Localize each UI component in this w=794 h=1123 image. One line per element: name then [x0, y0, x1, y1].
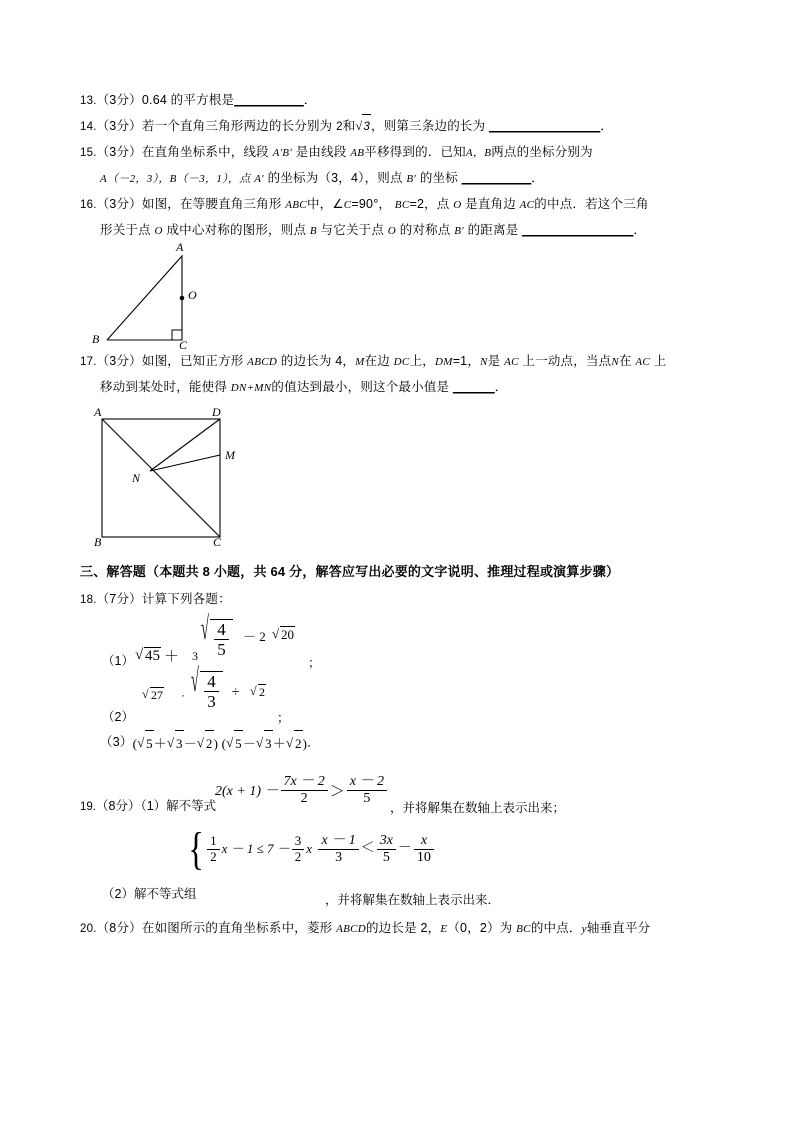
question-16-text-k: 的距离是 [467, 223, 519, 237]
triangle-label-b: B [92, 332, 100, 346]
square-label-c: C [213, 535, 222, 549]
question-17-text-a: 如图，已知正方形 [141, 354, 244, 368]
square-abcd-svg [80, 405, 340, 555]
triangle-abc-svg [80, 244, 340, 349]
question-16-number: 16 [80, 199, 94, 211]
question-14-marks: （3分） [96, 119, 142, 133]
inequality-row-2: $\frac{x - 1}{3}$ ＜ $\frac{3x}{5}$ － $\frac{x}{10}$ [316, 831, 435, 867]
sqrt-3-radical: √ 3 [355, 114, 371, 140]
square-abcd: ABCD [247, 356, 278, 368]
question-16-text-g: 形关于点 [100, 223, 151, 237]
triangle-label-o: O [188, 288, 197, 302]
side-bc-2: BC [516, 923, 531, 935]
question-19-part-1 [80, 762, 720, 824]
question-17-blank: ______ [452, 380, 495, 394]
question-19-part-1-label: （1） [140, 799, 167, 813]
points-a-b: A，B [465, 147, 492, 159]
question-15-line-2 [100, 166, 720, 192]
sqrt-2: √ 2 [250, 684, 266, 700]
question-19-lead: 19.（8分）（1）解不等式 [80, 799, 217, 813]
question-20-marks: （8分） [96, 921, 142, 935]
question-15-text-c: 平移得到的．已知 [364, 145, 466, 159]
part-2-tail: ； [277, 711, 290, 725]
angle-c: C [343, 199, 352, 211]
question-14-value: 2 [336, 121, 343, 133]
question-15-marks: （3分） [96, 145, 142, 159]
question-13-blank: __________ [234, 93, 304, 107]
multiply-dot: · [181, 688, 185, 702]
side-bc: BC [394, 199, 410, 211]
square-label-d: D [212, 405, 221, 419]
question-17-line-1: 17.（3分）如图，已知正方形 ABCD 的边长为 4，M在边 DC上，DM=1，N是 AC 上一动点，当点N在 AC 上 [80, 354, 667, 368]
question-18-prompt: 计算下列各题： [141, 592, 231, 606]
question-14-text-1: 若一个直角三角形两边的长分别为 [141, 119, 333, 133]
question-14-text-3: ，则第三条边的长为 [371, 119, 486, 133]
triangle-abc: ABC [285, 199, 307, 211]
question-13: 13.（3分）0.64 的平方根是__________． [80, 93, 317, 107]
question-16-text-f: 的中点．若这个三角 [534, 197, 649, 211]
question-18-part-3 [80, 730, 720, 752]
point-e: E [440, 923, 448, 935]
question-20-text-a: 在如图所示的直角坐标系中，菱形 [141, 921, 333, 935]
question-19-part-2-tail: ，并将解集在数轴上表示出来． [325, 893, 501, 907]
square-label-b: B [94, 535, 102, 549]
question-17-text-b: 的边长为 4， [280, 354, 356, 368]
segment-ab: AB [350, 147, 365, 159]
point-o-2: O [154, 225, 163, 237]
question-15-text-b: 是由线段 [295, 145, 347, 159]
question-17-text-c: 在边 [364, 354, 390, 368]
question-20-text-c: （0，2）为 [447, 921, 513, 935]
segment-dm: DM [434, 356, 453, 368]
question-19-part-2-lead: （2）解不等式组 [102, 887, 197, 901]
question-18: 18.（7分）计算下列各题： [80, 592, 231, 606]
point-o-3: O [387, 225, 396, 237]
coordinates-a-b: A（－2，3），B（－3，1），点 [100, 173, 251, 185]
part-1-label: （1） [102, 654, 134, 668]
side-dc: DC [393, 356, 410, 368]
inequality-19-1: 2(x + 1) － $\frac{7x - 2}{2}$ ＞ $\frac{x - 2}{5}$ [215, 774, 389, 806]
question-15-text-e: 的坐标为（3，4），则点 [267, 171, 403, 185]
point-b-prime: B′ [406, 173, 417, 185]
question-16-tail: ． [633, 223, 647, 237]
question-19-number: 19 [80, 801, 93, 813]
question-16-text-d: =2，点 [409, 197, 450, 211]
question-15-line-1: 15.（3分）在直角坐标系中，线段 A′B′ 是由线段 AB平移得到的．已知A，B两点的坐标分别为 [80, 145, 593, 159]
question-20-number: 20 [80, 923, 94, 935]
question-13-marks: （3分） [96, 93, 142, 107]
question-17-text-f: 是 [487, 354, 501, 368]
question-15-text-d: 两点的坐标分别为 [491, 145, 593, 159]
question-17-figure [80, 405, 720, 555]
system-of-inequalities [185, 823, 436, 874]
formula-18-3: ( √ 5 ＋ √ 3 － √ 2 ) ( √ 5 － √ 3 ＋ √ 2 ) [133, 730, 308, 756]
part-1-tail: ； [308, 656, 321, 670]
question-18-part-2 [80, 662, 720, 730]
question-16-text-h: 成中心对称的图形，则点 [166, 223, 307, 237]
section-heading: 三、解答题（本题共 8 小题，共 64 分，解答应写出必要的文字说明、推理过程或演算步骤） [80, 564, 620, 579]
question-19-part-1-text: 解不等式 [166, 799, 217, 813]
segment-a-prime-b-prime: A′B′ [272, 147, 293, 159]
big-radical-4-over-5: √ $\frac{4}{5}$ [201, 619, 233, 659]
question-17-text-e: =1， [452, 354, 481, 368]
question-16-text-c: =90°， [351, 197, 392, 211]
expression-dn-mn: DN+MN [230, 382, 272, 394]
question-18-marks: （7分） [96, 592, 142, 606]
question-15-text-f: 的坐标 [419, 171, 458, 185]
point-b-prime-2: B′ [454, 225, 464, 237]
question-16-text-i: 与它关于点 [320, 223, 385, 237]
question-14-text-2: 和 [342, 119, 356, 133]
question-14-blank: ________________ [489, 119, 601, 133]
part-3-tail: ． [307, 735, 320, 750]
sqrt-27: √ 27 [142, 687, 164, 703]
question-13-tail: ． [303, 93, 317, 107]
part-2-label: （2） [102, 710, 134, 724]
square-label-a: A [94, 405, 102, 419]
question-17-marks: （3分） [96, 354, 142, 368]
coefficient-3: 3 [192, 649, 198, 663]
question-17-text-i: 上 [653, 354, 667, 368]
point-o: O [453, 199, 462, 211]
question-17-line-2 [100, 375, 720, 401]
sqrt-20: √ 20 [272, 626, 295, 643]
question-14-number: 14 [80, 121, 94, 133]
big-radical-4-over-3: √ $\frac{4}{3}$ [191, 671, 223, 711]
question-16-marks: （3分） [96, 197, 142, 211]
question-16-blank: ________________ [522, 223, 634, 237]
point-n-2: N [611, 356, 619, 368]
question-16-line-2 [100, 218, 720, 244]
question-15-text-a: 在直角坐标系中，线段 [141, 145, 269, 159]
point-m: M [355, 356, 365, 368]
question-19-marks: （8分） [96, 799, 141, 813]
point-b: B [309, 225, 317, 237]
side-ac: AC [519, 199, 535, 211]
triangle-label-a: A [176, 240, 184, 254]
question-20-text-e: 轴垂直平分 [586, 921, 651, 935]
question-14: 14.（3分）若一个直角三角形两边的长分别为 2和 √ 3，则第三条边的长为 ________________． [80, 114, 720, 140]
minus-2-term: － 2 [243, 629, 266, 644]
question-20-text-b: 的边长是 2， [366, 921, 441, 935]
question-17-tail: ． [494, 380, 508, 394]
question-17-number: 17 [80, 356, 94, 368]
question-19-part-2 [80, 824, 720, 916]
question-20-text-d: 的中点． [530, 921, 582, 935]
inequality-row-1: $\frac{1}{2}$ x － 1 ≤ 7 － $\frac{3}{2}$ x [205, 832, 312, 866]
question-16-text-b: 中，∠ [306, 197, 344, 211]
question-15-tail: ． [531, 171, 544, 185]
question-15-number: 15 [80, 147, 94, 159]
question-19-part-1-tail: ，并将解集在数轴上表示出来； [390, 801, 566, 815]
page-content [80, 88, 720, 942]
square-label-n: N [132, 471, 141, 485]
divide-sign: ÷ [232, 684, 240, 699]
question-16-line-1: 16.（3分）如图，在等腰直角三角形 ABC中，∠C=90°， BC=2，点 O 是直角边 AC的中点．若这个三角 [80, 197, 649, 211]
question-17-text-d: 上， [409, 354, 435, 368]
formula-18-1: √ 45 ＋ [135, 645, 182, 666]
square-label-m: M [225, 448, 235, 462]
rhombus-abcd: ABCD [336, 923, 366, 935]
question-13-text: 0.64 的平方根是 [141, 93, 235, 107]
question-14-tail: ． [600, 119, 613, 133]
triangle-label-c: C [179, 338, 188, 352]
question-16-figure [80, 240, 720, 352]
question-17-text-k: 的值达到最小，则这个最小值是 [271, 380, 450, 394]
question-16-text-e: 是直角边 [465, 197, 516, 211]
question-18-part-1 [80, 610, 720, 675]
point-n: N [480, 356, 488, 368]
question-17-text-h: 在 [618, 354, 632, 368]
y-axis-label: y [581, 923, 587, 935]
point-a-prime: A′ [254, 173, 264, 185]
diagonal-ac: AC [504, 356, 519, 368]
question-18-number: 18 [80, 594, 94, 606]
question-15-blank: __________ [461, 171, 532, 185]
question-16-text-a: 如图，在等腰直角三角形 [141, 197, 282, 211]
diagonal-ac-2: AC [635, 356, 651, 368]
question-13-number: 13 [80, 95, 94, 107]
question-17-text-j: 移动到某处时，能使得 [100, 380, 228, 394]
question-16-text-j: 的对称点 [399, 223, 451, 237]
left-brace: { [188, 823, 204, 874]
part-3-label: （3） [100, 735, 133, 750]
question-20: 20.（8分）在如图所示的直角坐标系中，菱形 ABCD的边长是 2，E（0，2）为 BC的中点．y轴垂直平分 [80, 921, 651, 935]
question-17-text-g: 上一动点，当点 [522, 354, 612, 368]
